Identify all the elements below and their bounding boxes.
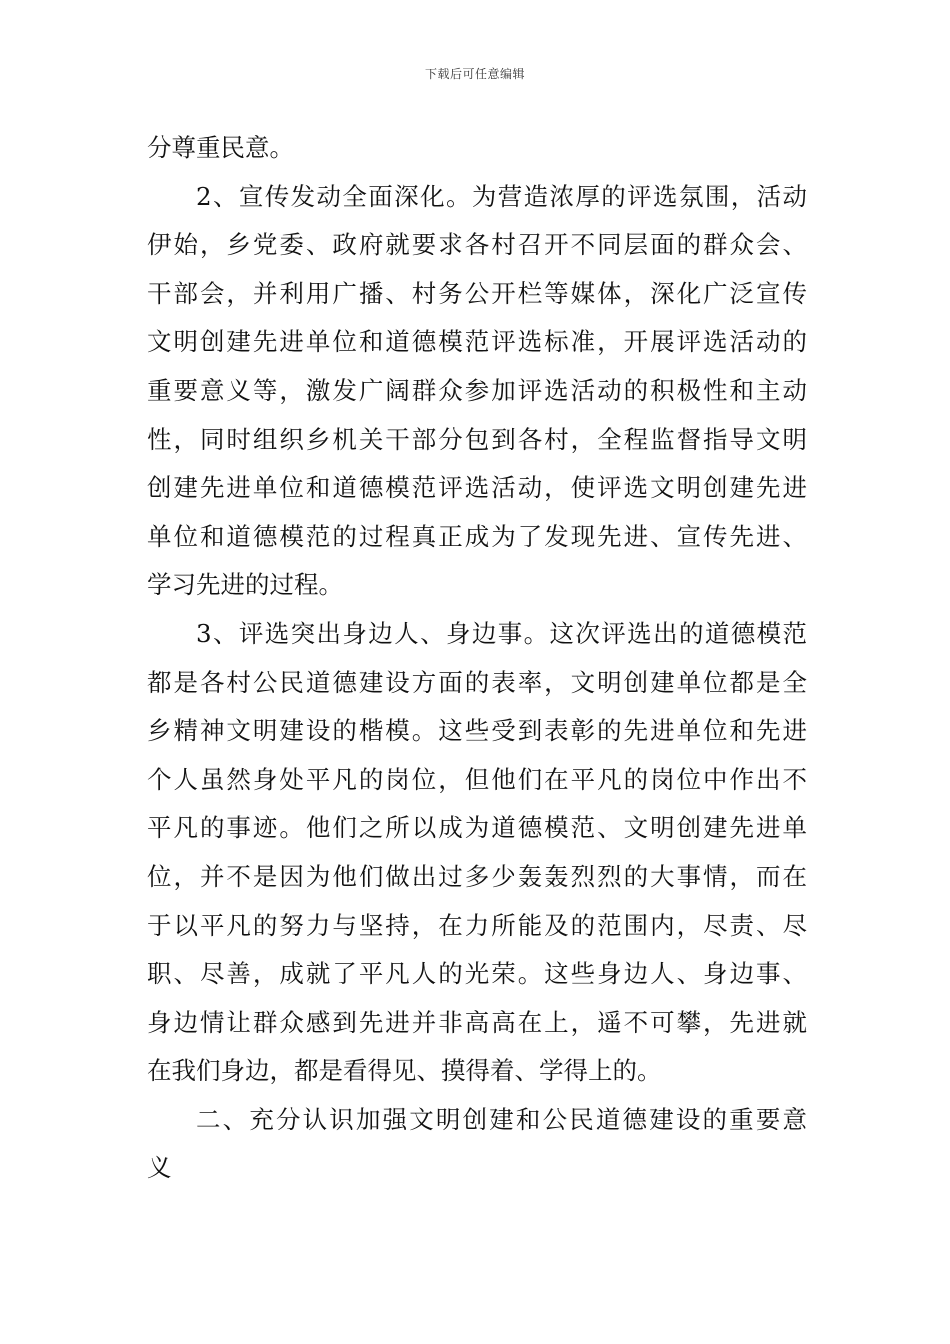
text-line: 义: [147, 1153, 172, 1183]
text-line: 都是各村公民道德建设方面的表率，文明创建单位都是全: [147, 667, 807, 697]
text-line: 性，同时组织乡机关干部分包到各村，全程监督指导文明: [147, 424, 807, 454]
text-line: 二、充分认识加强文明创建和公民道德建设的重要意: [196, 1104, 807, 1134]
body-text: [147, 124, 807, 1193]
text-line: 重要意义等，激发广阔群众参加评选活动的积极性和主动: [147, 375, 807, 405]
text-line: 分尊重民意。: [147, 133, 294, 162]
text-line: 个人虽然身处平凡的岗位，但他们在平凡的岗位中作出不: [147, 764, 807, 794]
text-line: 创建先进单位和道德模范评选活动，使评选文明创建先进: [147, 473, 807, 503]
text-line: 单位和道德模范的过程真正成为了发现先进、宣传先进、: [147, 521, 807, 551]
text-line: 2、宣传发动全面深化。为营造浓厚的评选氛围，活动: [196, 181, 807, 211]
text-line: 职、尽善，成就了平凡人的光荣。这些身边人、身边事、: [147, 959, 807, 989]
text-line: 干部会，并利用广播、村务公开栏等媒体，深化广泛宣传: [147, 278, 807, 308]
page-header: 下载后可任意编辑: [424, 67, 525, 81]
text-line: 乡精神文明建设的楷模。这些受到表彰的先进单位和先进: [147, 716, 807, 746]
text-line: 位，并不是因为他们做出过多少轰轰烈烈的大事情，而在: [147, 861, 807, 891]
text-line: 在我们身边，都是看得见、摸得着、学得上的。: [147, 1056, 662, 1086]
text-line: 学习先进的过程。: [147, 570, 343, 600]
text-line: 平凡的事迹。他们之所以成为道德模范、文明创建先进单: [147, 813, 807, 843]
text-line: 文明创建先进单位和道德模范评选标准，开展评选活动的: [147, 327, 807, 357]
text-line: 伊始，乡党委、政府就要求各村召开不同层面的群众会、: [147, 230, 807, 260]
text-line: 身边情让群众感到先进并非高高在上，遥不可攀，先进就: [147, 1007, 807, 1037]
text-line: 于以平凡的努力与坚持，在力所能及的范围内，尽责、尽: [147, 910, 807, 940]
text-line: 3、评选突出身边人、身边事。这次评选出的道德模范: [196, 618, 807, 648]
